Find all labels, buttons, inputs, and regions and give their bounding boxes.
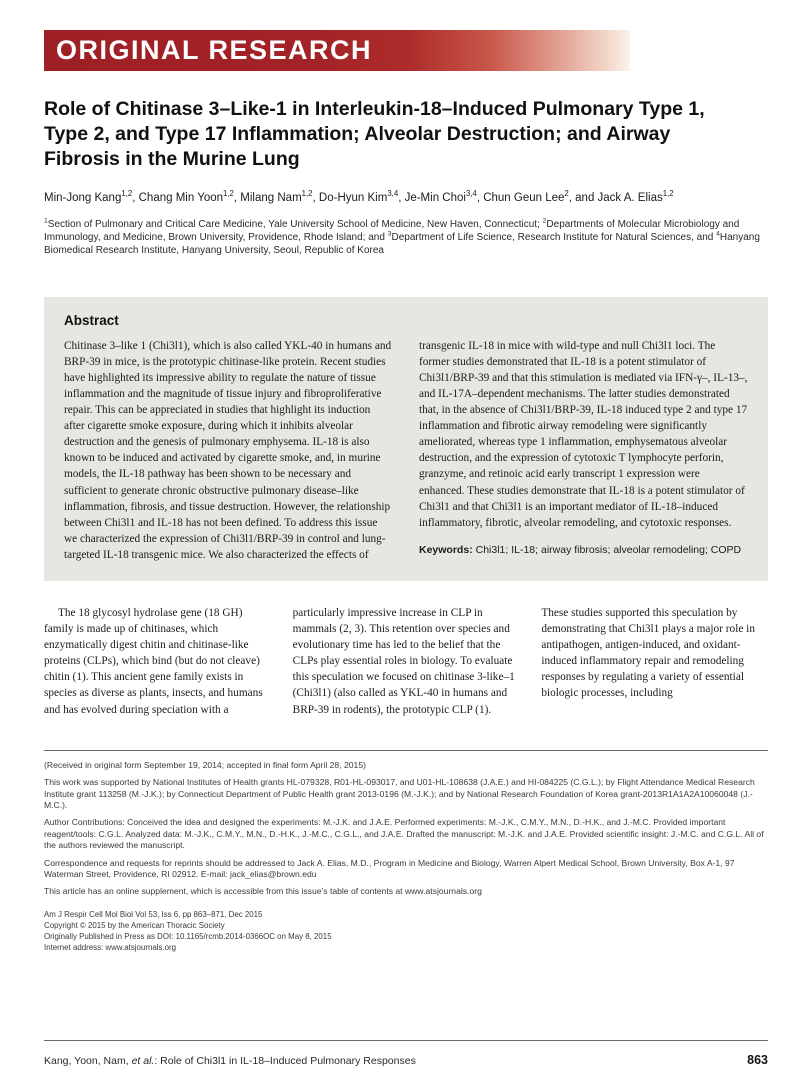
article-title: Role of Chitinase 3–Like-1 in Interleukin-18–Induced Pulmonary Type 1, Type 2, and Type 17 Inflammation; Alveolar Destruction; and Airway Fibrosis in the Murine Lung [44, 98, 705, 170]
abstract-text: Chitinase 3–like 1 (Chi3l1), which is also called YKL-40 in humans and BRP-39 in mice, is the prototypic chitinase-like protein. Recent studies have highlighted its impressive ability to regulate the nature of tissue inflammation and the magnitude of tissue injury and fibroproliferative repair. This can be appreciated in studies that highlight its induction after cigarette smoke exposure, during which it inhibits alveolar destruction and the genesis of pulmonary emphysema. IL-18 is also known to be induced and activated by cigarette smoke, and, in murine models, the IL-18 pathway has been shown to be necessary and sufficient to generate chronic obstructive pulmonary disease–like inflammation, fibrosis, and tissue destruction. However, the relationship between Chi3l1 and IL-18 has not been defined. To address this issue we characterized the expression of Chi3l1/BRP-39 in control and lung-targeted IL-18 transgenic mice. We also characterized the effects of transgenic IL-18 in mice with wild-type and null Chi3l1 loci. The former studies demonstrated that IL-18 is a potent stimulator of Chi3l1/BRP-39 and that this stimulation is mediated via IFN-γ–, IL-13–, and IL-17A–dependent mechanisms. The latter studies demonstrated that, in the absence of Chi3l1/BRP-39, IL-18 induced type 2 and type 17 inflammation and fibrotic airway remodeling were significantly ameliorated, whereas type 1 inflammation, emphysematous alveolar destruction, and the expression of cytotoxic T lymphocyte perforin, granzyme, and retinoic acid early transcript 1 expression were enhanced. These studies demonstrate that IL-18 is a potent stimulator of Chi3l1 and that Chi3l1 is an important mediator of IL-18–induced inflammatory, fibrotic, alveolar remodeling, and cytotoxic responses. [64, 340, 748, 561]
running-title: Kang, Yoon, Nam, et al.: Role of Chi3l1 in IL-18–Induced Pulmonary Responses [44, 1055, 416, 1067]
abstract-columns [64, 338, 748, 562]
article-type-banner [44, 30, 630, 71]
footnote: This article has an online supplement, which is accessible from this issue’s table of contents at www.atsjournals.org [44, 886, 482, 897]
journal-info-block [44, 910, 768, 954]
journal-info-line: Originally Published in Press as DOI: 10.1165/rcmb.2014-0366OC on May 8, 2015 [44, 931, 332, 941]
footnote: This work was supported by National Institutes of Health grants HL-079328, R01-HL-093017, and U01-HL-108638 (J.A.E.) and HI-084225 (C.G.L.); by Flight Attendance Medical Research Institute grant 113258 (M.-J.K.); by Connecticut Department of Public Health grant 2013-0196 (M.-J.K.); and by National Research Foundation of Korea grant-2013R1A1A2A10060048 (J.-M.C.). [44, 777, 755, 810]
body-text: The 18 glycosyl hydrolase gene (18 GH) family is made up of chitinases, which enzymatically digest chitin and chitinase-like proteins (CLPs), which bind (but do not cleave) chitin (1). This ancient gene family exists in species as diverse as plants, insects, and humans and has evolved during speciation with a particularly impressive increase in CLP in mammals (2, 3). This retention over species and evolutionary time has led to the belief that the CLPs play essential roles in biology. To evaluate this speculation we focused on chitinase 3-like–1 (Chi3l1) (also called as YKL-40 in humans and BRP-39 in rodents), the prototypic CLP (1). These studies supported this speculation by demonstrating that Chi3l1 plays a major role in antipathogen, antigen-induced, and oxidant-induced inflammatory repair and remodeling responses by regulating a variety of essential biologic processes, including [44, 606, 755, 716]
journal-info-line: Am J Respir Cell Mol Biol Vol 53, Iss 6, pp 863–871, Dec 2015 [44, 909, 263, 919]
journal-info-line: Internet address: www.atsjournals.org [44, 942, 177, 952]
abstract-heading: Abstract [64, 313, 119, 329]
page-number: 863 [747, 1053, 768, 1067]
author-line: Min-Jong Kang$^{1,2}$, Chang Min Yoon$^{1,2}$, Milang Nam$^{1,2}$, Do-Hyun Kim$^{3,4}$, Je-Min Choi$^{3,4}$, Chun Geun Lee$^2$, and Jack A. Elias$^{1,2}$ [44, 189, 674, 204]
affiliations: $^1$Section of Pulmonary and Critical Care Medicine, Yale University School of Medicine, New Haven, Connecticut; $^2$Departments of Molecular Microbiology and Immunology, and Medicine, Brown University, Providence, Rhode Island; and $^3$Department of Life Science, Research Institute for Natural Sciences, and $^4$Hanyang Biomedical Research Institute, Hanyang University, Seoul, Republic of Korea [44, 217, 760, 257]
footnotes-section [44, 750, 768, 904]
article-type-label: ORIGINAL RESEARCH [56, 35, 373, 65]
running-footer [44, 1040, 768, 1067]
keywords-line [419, 543, 748, 558]
journal-info-line: Copyright © 2015 by the American Thoracic Society [44, 920, 225, 930]
keywords-label: Keywords: [419, 543, 473, 556]
footnote: (Received in original form September 19, 2014; accepted in final form April 28, 2015) [44, 759, 366, 770]
abstract-section [44, 297, 768, 580]
article-body [44, 605, 768, 718]
footnote: Correspondence and requests for reprints should be addressed to Jack A. Elias, M.D., Program in Medicine and Biology, Warren Alpert Medical School, Brown University, Box A-1, 97 Waterman Street, Providence, RI 02912. E-mail: jack_elias@brown.edu [44, 857, 735, 880]
footnote: Author Contributions: Conceived the idea and designed the experiments: M.-J.K. and J.A.E. Performed experiments: M.-J.K., C.M.Y., M.N., D.-H.K., and J.-M.C. Provided important reagent/tools: C.G.L. Analyzed data: M.-J.K., C.M.Y., M.N., D.-H.K., J.-M.C., C.G.L., and J.A.E. Drafted the manuscript: M.-J.K. and J.A.E. Provided scientific insight: J.-M.C. and C.G.L. All of the authors reviewed the manuscript. [44, 817, 764, 851]
keywords-text: Chi3l1; IL-18; airway fibrosis; alveolar remodeling; COPD [472, 543, 742, 556]
